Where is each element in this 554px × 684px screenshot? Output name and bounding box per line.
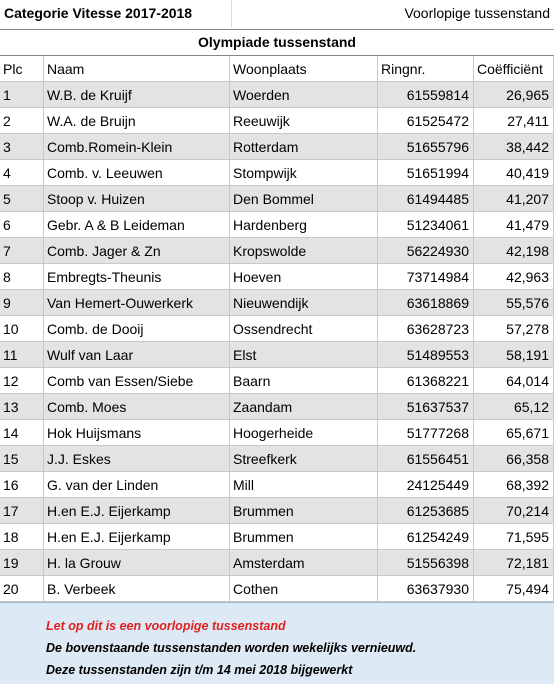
cell-plc[interactable]: 19 xyxy=(0,550,44,576)
footer-line-3: Deze tussenstanden zijn t/m 14 mei 2018 bijgewerkt xyxy=(46,663,353,677)
section-title[interactable]: Olympiade tussenstand xyxy=(0,29,554,56)
cell-plc[interactable]: 3 xyxy=(0,134,44,160)
cell-naam[interactable]: Comb. Moes xyxy=(44,394,230,420)
cell-ringnr[interactable]: 56224930 xyxy=(378,238,474,264)
cell-ringnr[interactable]: 63637930 xyxy=(378,576,474,602)
cell-woonplaats[interactable]: Elst xyxy=(230,342,378,368)
cell-coefficient[interactable]: 58,191 xyxy=(474,342,554,368)
table-row xyxy=(0,238,554,264)
cell-coefficient[interactable]: 66,358 xyxy=(474,446,554,472)
cell-plc[interactable]: 14 xyxy=(0,420,44,446)
cell-woonplaats[interactable]: Nieuwendijk xyxy=(230,290,378,316)
table-row xyxy=(0,576,554,602)
header-ringnr[interactable]: Ringnr. xyxy=(378,56,474,82)
cell-plc[interactable]: 12 xyxy=(0,368,44,394)
header-naam[interactable]: Naam xyxy=(44,56,230,82)
cell-ringnr[interactable]: 51651994 xyxy=(378,160,474,186)
cell-ringnr[interactable]: 51234061 xyxy=(378,212,474,238)
cell-plc[interactable]: 16 xyxy=(0,472,44,498)
header-woonplaats[interactable]: Woonplaats xyxy=(230,56,378,82)
cell-plc[interactable]: 7 xyxy=(0,238,44,264)
cell-plc[interactable]: 15 xyxy=(0,446,44,472)
table-row xyxy=(0,160,554,186)
cell-naam[interactable]: H.en E.J. Eijerkamp xyxy=(44,524,230,550)
cell-plc[interactable]: 4 xyxy=(0,160,44,186)
cell-woonplaats[interactable]: Hoogerheide xyxy=(230,420,378,446)
footer-notes xyxy=(0,602,554,684)
table-row xyxy=(0,108,554,134)
cell-plc[interactable]: 20 xyxy=(0,576,44,602)
cell-woonplaats[interactable]: Woerden xyxy=(230,82,378,108)
cell-naam[interactable]: W.A. de Bruijn xyxy=(44,108,230,134)
cell-naam[interactable]: Comb. v. Leeuwen xyxy=(44,160,230,186)
table-row xyxy=(0,498,554,524)
cell-naam[interactable]: H.en E.J. Eijerkamp xyxy=(44,498,230,524)
cell-woonplaats[interactable]: Reeuwijk xyxy=(230,108,378,134)
cell-woonplaats[interactable]: Zaandam xyxy=(230,394,378,420)
cell-coefficient[interactable]: 55,576 xyxy=(474,290,554,316)
cell-woonplaats[interactable]: Streefkerk xyxy=(230,446,378,472)
cell-naam[interactable]: Embregts-Theunis xyxy=(44,264,230,290)
cell-ringnr[interactable]: 61253685 xyxy=(378,498,474,524)
cell-ringnr[interactable]: 51777268 xyxy=(378,420,474,446)
cell-plc[interactable]: 8 xyxy=(0,264,44,290)
cell-woonplaats[interactable]: Ossendrecht xyxy=(230,316,378,342)
cell-woonplaats[interactable]: Baarn xyxy=(230,368,378,394)
cell-woonplaats[interactable]: Den Bommel xyxy=(230,186,378,212)
cell-coefficient[interactable]: 64,014 xyxy=(474,368,554,394)
cell-ringnr[interactable]: 61254249 xyxy=(378,524,474,550)
title-row xyxy=(0,0,554,27)
header-row xyxy=(0,56,554,82)
cell-ringnr[interactable]: 24125449 xyxy=(378,472,474,498)
cell-naam[interactable]: W.B. de Kruijf xyxy=(44,82,230,108)
cell-plc[interactable]: 5 xyxy=(0,186,44,212)
cell-naam[interactable]: Hok Huijsmans xyxy=(44,420,230,446)
cell-plc[interactable]: 9 xyxy=(0,290,44,316)
cell-naam[interactable]: Stoop v. Huizen xyxy=(44,186,230,212)
cell-ringnr[interactable]: 73714984 xyxy=(378,264,474,290)
cell-coefficient[interactable]: 65,12 xyxy=(474,394,554,420)
cell-plc[interactable]: 1 xyxy=(0,82,44,108)
cell-coefficient[interactable]: 40,419 xyxy=(474,160,554,186)
cell-naam[interactable]: H. la Grouw xyxy=(44,550,230,576)
cell-coefficient[interactable]: 71,595 xyxy=(474,524,554,550)
cell-woonplaats[interactable]: Brummen xyxy=(230,524,378,550)
cell-naam[interactable]: Comb.Romein-Klein xyxy=(44,134,230,160)
cell-naam[interactable]: J.J. Eskes xyxy=(44,446,230,472)
cell-coefficient[interactable]: 42,198 xyxy=(474,238,554,264)
cell-coefficient[interactable]: 26,965 xyxy=(474,82,554,108)
cell-coefficient[interactable]: 27,411 xyxy=(474,108,554,134)
cell-coefficient[interactable]: 57,278 xyxy=(474,316,554,342)
cell-ringnr[interactable]: 61556451 xyxy=(378,446,474,472)
table-row xyxy=(0,316,554,342)
cell-coefficient[interactable]: 38,442 xyxy=(474,134,554,160)
cell-ringnr[interactable]: 61525472 xyxy=(378,108,474,134)
table-row xyxy=(0,82,554,108)
cell-woonplaats[interactable]: Hoeven xyxy=(230,264,378,290)
header-coefficient[interactable]: Coëfficiënt xyxy=(474,56,554,82)
table-row xyxy=(0,550,554,576)
cell-naam[interactable]: Comb. Jager & Zn xyxy=(44,238,230,264)
cell-naam[interactable]: Van Hemert-Ouwerkerk xyxy=(44,290,230,316)
cell-ringnr[interactable]: 61494485 xyxy=(378,186,474,212)
header-plc[interactable]: Plc xyxy=(0,56,44,82)
table-row xyxy=(0,472,554,498)
table-row xyxy=(0,342,554,368)
cell-ringnr[interactable]: 63628723 xyxy=(378,316,474,342)
cell-woonplaats[interactable]: Cothen xyxy=(230,576,378,602)
cell-coefficient[interactable]: 65,671 xyxy=(474,420,554,446)
cell-coefficient[interactable]: 70,214 xyxy=(474,498,554,524)
cell-woonplaats[interactable]: Hardenberg xyxy=(230,212,378,238)
cell-plc[interactable]: 17 xyxy=(0,498,44,524)
footer-line-2: De bovenstaande tussenstanden worden wekelijks vernieuwd. xyxy=(46,641,417,655)
cell-coefficient[interactable]: 42,963 xyxy=(474,264,554,290)
cell-woonplaats[interactable]: Mill xyxy=(230,472,378,498)
cell-woonplaats[interactable]: Kropswolde xyxy=(230,238,378,264)
category-title[interactable]: Categorie Vitesse 2017-2018 xyxy=(0,0,232,27)
table-row xyxy=(0,264,554,290)
cell-ringnr[interactable]: 63618869 xyxy=(378,290,474,316)
cell-plc[interactable]: 2 xyxy=(0,108,44,134)
table-row xyxy=(0,524,554,550)
cell-ringnr[interactable]: 61368221 xyxy=(378,368,474,394)
footer-warning: Let op dit is een voorlopige tussenstand xyxy=(46,619,286,633)
cell-coefficient[interactable]: 68,392 xyxy=(474,472,554,498)
cell-naam[interactable]: B. Verbeek xyxy=(44,576,230,602)
cell-ringnr[interactable]: 51655796 xyxy=(378,134,474,160)
table-row xyxy=(0,446,554,472)
table-row xyxy=(0,212,554,238)
cell-naam[interactable]: Comb. de Dooij xyxy=(44,316,230,342)
cell-naam[interactable]: Wulf van Laar xyxy=(44,342,230,368)
cell-woonplaats[interactable]: Brummen xyxy=(230,498,378,524)
cell-naam[interactable]: Gebr. A & B Leideman xyxy=(44,212,230,238)
cell-ringnr[interactable]: 51637537 xyxy=(378,394,474,420)
cell-plc[interactable]: 10 xyxy=(0,316,44,342)
cell-ringnr[interactable]: 51556398 xyxy=(378,550,474,576)
cell-plc[interactable]: 11 xyxy=(0,342,44,368)
cell-naam[interactable]: G. van der Linden xyxy=(44,472,230,498)
cell-naam[interactable]: Comb van Essen/Siebe xyxy=(44,368,230,394)
cell-plc[interactable]: 18 xyxy=(0,524,44,550)
cell-ringnr[interactable]: 61559814 xyxy=(378,82,474,108)
table-row xyxy=(0,186,554,212)
status-label[interactable]: Voorlopige tussenstand xyxy=(404,5,550,21)
cell-coefficient[interactable]: 72,181 xyxy=(474,550,554,576)
cell-woonplaats[interactable]: Amsterdam xyxy=(230,550,378,576)
cell-woonplaats[interactable]: Rotterdam xyxy=(230,134,378,160)
table-row xyxy=(0,134,554,160)
table-row xyxy=(0,394,554,420)
table-row xyxy=(0,290,554,316)
cell-ringnr[interactable]: 51489553 xyxy=(378,342,474,368)
cell-coefficient[interactable]: 41,479 xyxy=(474,212,554,238)
table-row xyxy=(0,368,554,394)
cell-coefficient[interactable]: 75,494 xyxy=(474,576,554,602)
cell-woonplaats[interactable]: Stompwijk xyxy=(230,160,378,186)
table-row xyxy=(0,420,554,446)
cell-coefficient[interactable]: 41,207 xyxy=(474,186,554,212)
cell-plc[interactable]: 13 xyxy=(0,394,44,420)
cell-plc[interactable]: 6 xyxy=(0,212,44,238)
